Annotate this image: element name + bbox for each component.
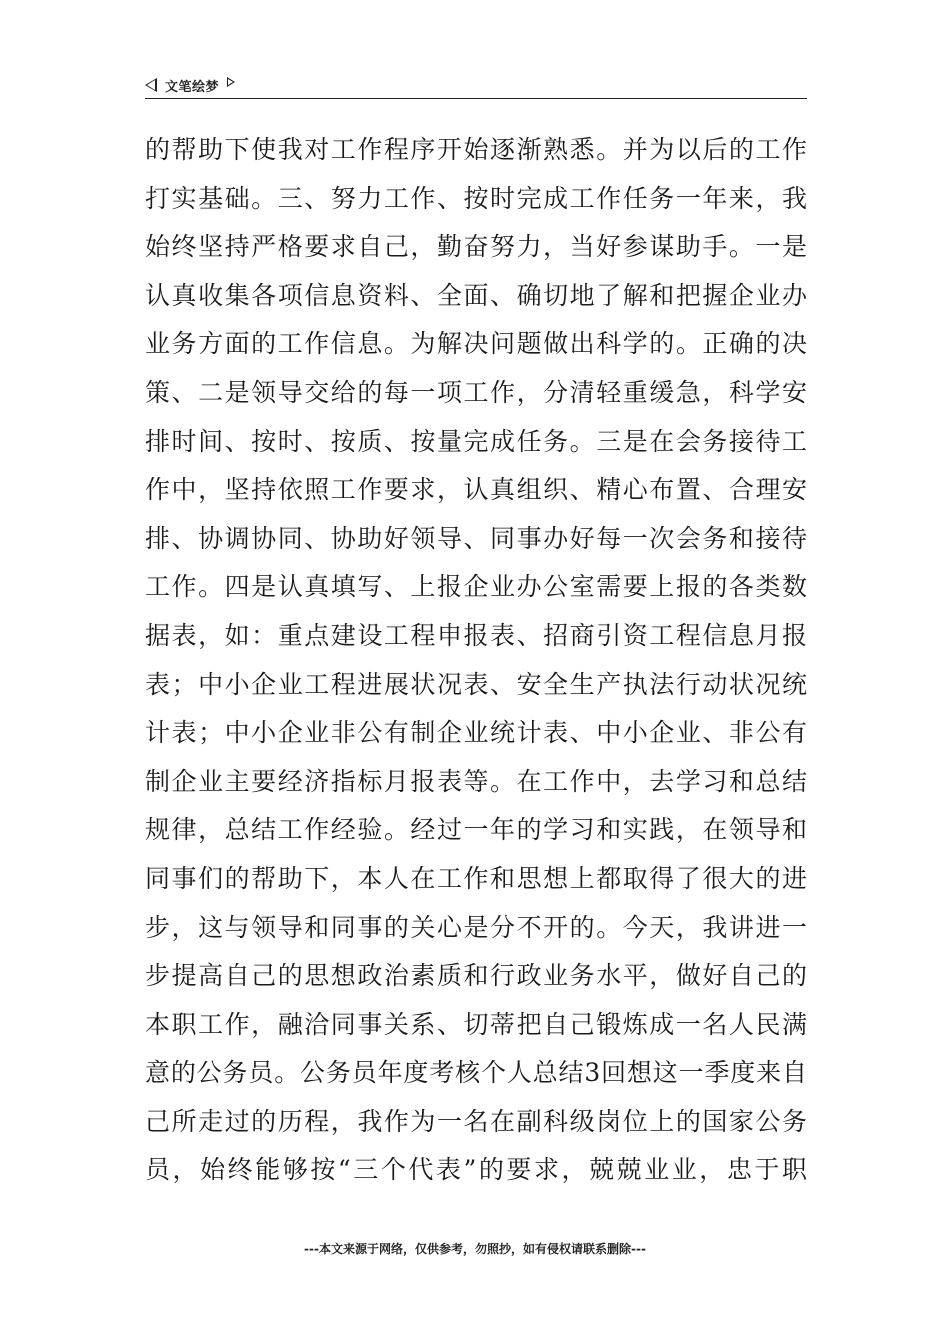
page-footer: ---本文来源于网络，仅供参考，勿照抄，如有侵权请联系删除---: [304, 1242, 646, 1256]
text-line: 始终坚持严格要求自己，勤奋努力，当好参谋助手。一是: [145, 232, 807, 262]
text-line: 工作。四是认真填写、上报企业办公室需要上报的各类数: [145, 572, 807, 602]
text-line: 打实基础。三、努力工作、按时完成工作任务一年来，我: [145, 183, 807, 213]
triangle-left-icon: [145, 78, 157, 92]
text-line: 认真收集各项信息资料、全面、确切地了解和把握企业办: [145, 280, 807, 310]
triangle-right-icon: [227, 77, 235, 87]
text-line: 步，这与领导和同事的关心是分不开的。今天，我讲进一: [145, 912, 807, 942]
text-line: 排时间、按时、按质、按量完成任务。三是在会务接待工: [145, 426, 807, 456]
text-line: 员，始终能够按“三个代表”的要求，兢兢业业，忠于职: [145, 1155, 807, 1185]
text-line: 意的公务员。公务员年度考核个人总结3回想这一季度来自: [145, 1058, 807, 1088]
text-line: 策、二是领导交给的每一项工作，分清轻重缓急，科学安: [145, 377, 807, 407]
text-line: 同事们的帮助下，本人在工作和思想上都取得了很大的进: [145, 863, 807, 893]
page-header: [145, 72, 807, 99]
text-line: 己所走过的历程，我作为一名在副科级岗位上的国家公务: [145, 1106, 807, 1136]
text-line: 据表，如：重点建设工程申报表、招商引资工程信息月报: [145, 620, 807, 650]
text-line: 表；中小企业工程进展状况表、安全生产执法行动状况统: [145, 669, 807, 699]
text-line: 本职工作，融洽同事关系、切蒂把自己锻炼成一名人民满: [145, 1009, 807, 1039]
text-line: 业务方面的工作信息。为解决问题做出科学的。正确的决: [145, 329, 807, 359]
text-line: 作中，坚持依照工作要求，认真组织、精心布置、合理安: [145, 475, 807, 505]
text-line: 排、协调协同、协助好领导、同事办好每一次会务和接待: [145, 523, 807, 553]
text-line: 规律，总结工作经验。经过一年的学习和实践，在领导和: [145, 815, 807, 845]
text-line: 制企业主要经济指标月报表等。在工作中，去学习和总结: [145, 766, 807, 796]
text-line: 步提高自己的思想政治素质和行政业务水平，做好自己的: [145, 961, 807, 991]
text-line: 计表；中小企业非公有制企业统计表、中小企业、非公有: [145, 718, 807, 748]
text-line: 的帮助下使我对工作程序开始逐渐熟悉。并为以后的工作: [145, 135, 807, 164]
header-title: 文笔绘梦: [165, 79, 220, 95]
document-body: [145, 126, 807, 1195]
